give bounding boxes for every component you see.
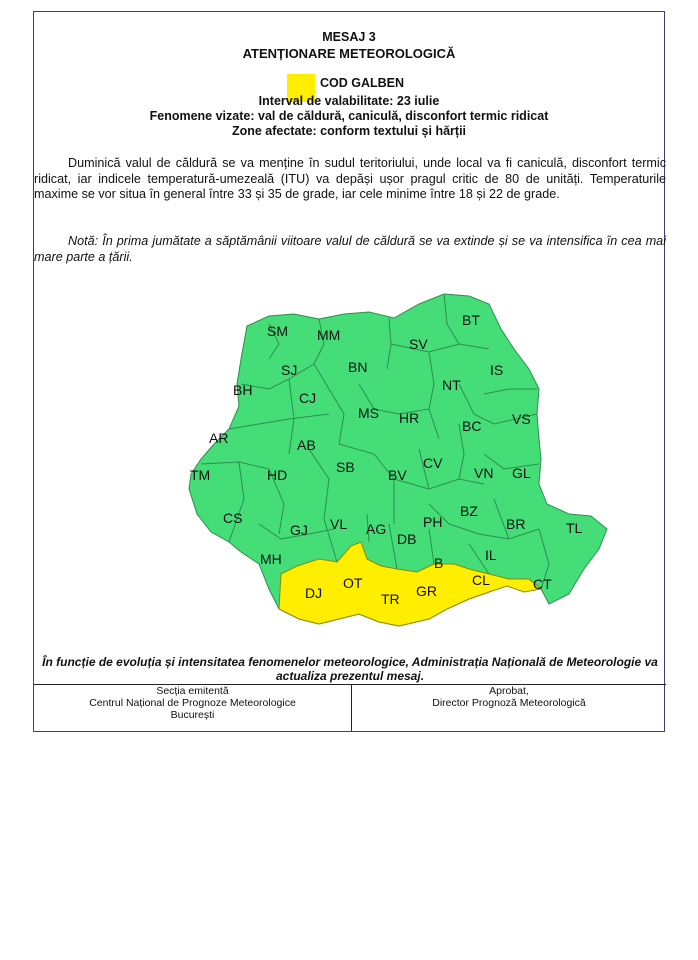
county-label-sj: SJ [281, 362, 298, 378]
county-label-gj: GJ [290, 522, 308, 538]
county-label-hd: HD [267, 467, 288, 483]
county-label-mh: MH [260, 551, 282, 567]
approver-title: Director Prognoză Meteorologică [432, 697, 586, 709]
county-label-ab: AB [297, 437, 316, 453]
county-label-bh: BH [233, 382, 253, 398]
county-label-bn: BN [348, 359, 368, 375]
county-label-tm: TM [190, 467, 211, 483]
county-label-bt: BT [462, 312, 480, 328]
county-label-ct: CT [533, 576, 552, 592]
county-label-bv: BV [388, 467, 407, 483]
county-label-tr: TR [381, 591, 400, 607]
approved-label: Aprobat, [489, 685, 529, 697]
warning-document [33, 11, 665, 732]
county-label-tl: TL [566, 520, 583, 536]
county-label-ag: AG [366, 521, 387, 537]
county-label-hr: HR [399, 410, 420, 426]
county-label-vl: VL [330, 516, 348, 532]
county-label-sb: SB [336, 459, 355, 475]
county-label-db: DB [397, 531, 417, 547]
issuing-city: București [170, 709, 215, 721]
note-label: Notă: [68, 234, 99, 248]
message-number: MESAJ 3 [322, 30, 376, 44]
county-label-il: IL [485, 547, 497, 563]
note-text: În prima jumătate a săptămânii viitoare valul de căldură se va extinde și se va intensifica în cea mai mare parte a țării. [34, 234, 666, 264]
issuing-section-label: Secția emitentă [156, 685, 229, 697]
county-label-ms: MS [358, 405, 379, 421]
county-label-cj: CJ [299, 390, 317, 406]
county-label-bc: BC [462, 418, 482, 434]
county-label-sv: SV [409, 336, 428, 352]
update-note: În funcție de evoluția și intensitatea fenomenelor meteorologice, Administrația Națională de Meteorologie va actualiza prezentul mesaj. [42, 655, 658, 683]
warning-code-label: COD GALBEN [320, 76, 405, 90]
validity-interval: Interval de valabilitate: 23 iulie [258, 94, 440, 108]
county-label-sm: SM [267, 323, 288, 339]
county-label-gr: GR [416, 583, 437, 599]
approval-cell [352, 685, 666, 731]
county-label-gl: GL [512, 465, 531, 481]
county-label-vs: VS [512, 411, 531, 427]
county-label-vn: VN [474, 465, 494, 481]
county-label-nt: NT [442, 377, 461, 393]
note-paragraph [34, 234, 666, 265]
issuing-section-cell [34, 685, 352, 731]
forecast-paragraph: Duminică valul de căldură se va menține în sudul teritoriului, unde local va fi caniculă, disconfort termic ridicat, iar indicele temperatură-umezeală (ITU) va depăși ușor pragul critic de 80 de unități. Temperaturile maxime se vor situa în general între 33 și 35 de grade, iar cele minime între 18 și 22 de grade. [34, 156, 666, 201]
county-label-dj: DJ [305, 585, 323, 601]
county-label-cv: CV [423, 455, 443, 471]
county-label-cl: CL [472, 572, 490, 588]
county-label-ot: OT [343, 575, 363, 591]
document-title: ATENȚIONARE METEOROLOGICĂ [242, 46, 456, 61]
warning-code-row [34, 74, 664, 92]
affected-zones: Zone afectate: conform textului și hărții [231, 124, 467, 138]
issuing-center-name: Centrul Național de Prognoze Meteorologice [89, 697, 296, 709]
county-label-br: BR [506, 516, 526, 532]
county-label-ar: AR [209, 430, 229, 446]
romania-warning-map [129, 274, 619, 634]
phenomena-line: Fenomene vizate: val de căldură, caniculă, disconfort termic ridicat [149, 109, 549, 123]
county-label-ph: PH [423, 514, 443, 530]
county-label-b: B [434, 555, 444, 571]
county-label-mm: MM [317, 327, 341, 343]
signature-table [34, 684, 666, 733]
county-label-bz: BZ [460, 503, 478, 519]
county-label-cs: CS [223, 510, 243, 526]
county-label-is: IS [490, 362, 504, 378]
